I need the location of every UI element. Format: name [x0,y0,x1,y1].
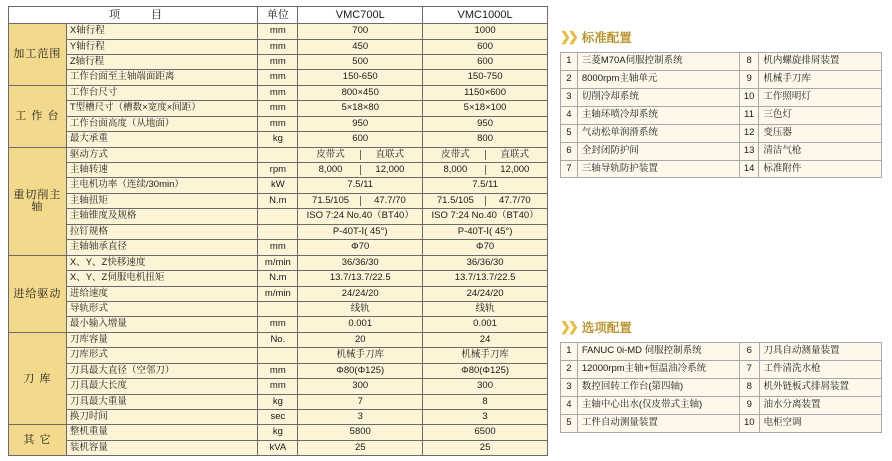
item-text: 机外链板式排屑装置 [759,378,881,396]
table-row [561,396,882,414]
group-label: 进给驱动 [9,255,67,332]
row-value-2: 24 [423,332,548,347]
item-text: 油水分离装置 [759,396,881,414]
item-text: 工件自动测量装置 [577,414,739,432]
row-name: 导轨形式 [66,301,258,316]
table-row [9,379,548,394]
row-unit: kVA [258,440,298,455]
optional-config-panel [560,318,882,433]
header-model-1: VMC700L [298,7,423,24]
row-value-1: 机械手刀库 [298,348,423,363]
row-unit [258,224,298,239]
row-value-1a: 皮带式 [301,150,360,160]
row-value-1b: 12,000 [375,164,405,176]
row-name: 主电机功率（连续/30min） [66,178,258,193]
row-name: 最大承重 [66,132,258,147]
item-text: 气动松单润滑系统 [577,124,739,142]
row-value-1: 线轨 [298,301,423,316]
item-text: 数控回转工作台(第四轴) [577,378,739,396]
row-value-1 [298,193,423,208]
table-row [9,271,548,286]
row-unit: sec [258,410,298,425]
row-value-1: 150-650 [298,70,423,85]
row-value-2: ISO 7:24 No.40（BT40） [423,209,548,224]
row-name: Y轴行程 [66,39,258,54]
row-value-2: 8 [423,394,548,409]
row-value-2a: 皮带式 [426,150,485,160]
item-number: 7 [561,160,578,178]
table-row [561,378,882,396]
item-text: 工件清洗水枪 [759,360,881,378]
item-number: 11 [739,106,759,124]
row-unit: mm [258,116,298,131]
row-value-2: 13.7/13.7/22.5 [423,271,548,286]
row-name: 刀库容量 [66,332,258,347]
table-header-row [9,7,548,24]
row-value-2: 600 [423,39,548,54]
specification-table [8,6,548,456]
item-number: 6 [561,142,578,160]
group-label: 加工范围 [9,24,67,86]
row-value-1: P-40T-Ⅰ( 45°) [298,224,423,239]
item-number: 14 [739,160,759,178]
row-value-2b: 47.7/70 [498,194,531,206]
row-name: X、Y、Z伺服电机扭矩 [66,271,258,286]
row-value-1: 950 [298,116,423,131]
item-number: 10 [739,88,759,106]
item-number: 12 [739,124,759,142]
double-arrow-icon: ❯❯ [560,319,576,334]
optional-config-table [560,342,882,433]
row-value-1: 13.7/13.7/22.5 [298,271,423,286]
item-text: 机内螺旋排屑装置 [759,53,882,71]
row-value-2: 7.5/11 [423,178,548,193]
table-row [9,178,548,193]
row-name: 驱动方式 [66,147,258,162]
item-number: 7 [739,360,759,378]
item-number: 1 [561,53,578,71]
item-number: 9 [739,70,759,88]
row-value-2: 机械手刀库 [423,348,548,363]
table-row [9,24,548,39]
row-value-2: 1150×600 [423,85,548,100]
row-value-2: 5×18×100 [423,101,548,116]
table-row [561,343,882,361]
table-row [561,70,882,88]
row-unit: mm [258,24,298,39]
table-row [9,209,548,224]
row-name: 换刀时间 [66,410,258,425]
row-name: 刀库形式 [66,348,258,363]
specification-table-wrapper [8,6,548,456]
table-row [9,240,548,255]
table-row [9,425,548,440]
table-row [561,53,882,71]
row-unit [258,147,298,162]
item-text: 全封闭防护间 [577,142,739,160]
row-value-1: 450 [298,39,423,54]
row-value-1: 5800 [298,425,423,440]
row-name: 刀具最大重量 [66,394,258,409]
row-value-1: 700 [298,24,423,39]
row-name: 刀具最大长度 [66,379,258,394]
row-unit: kW [258,178,298,193]
row-value-1: 20 [298,332,423,347]
row-unit: m/min [258,255,298,270]
row-value-2a: 8,000 [426,165,485,175]
row-name: 工作台面至主轴端面距离 [66,70,258,85]
table-row [9,163,548,178]
standard-config-panel [560,28,882,178]
row-unit: mm [258,363,298,378]
row-value-2: 150-750 [423,70,548,85]
row-value-1b: 直联式 [375,148,405,160]
optional-config-title [560,318,882,336]
row-unit: mm [258,101,298,116]
row-value-1: Φ70 [298,240,423,255]
item-text: 8000rpm主轴单元 [577,70,739,88]
row-value-1a: 71.5/105 [301,196,360,206]
row-value-1: 24/24/20 [298,286,423,301]
row-unit: mm [258,317,298,332]
row-value-2: 25 [423,440,548,455]
row-value-2: 36/36/30 [423,255,548,270]
row-unit [258,209,298,224]
row-unit: kg [258,132,298,147]
standard-config-title [560,28,882,46]
table-row [9,70,548,85]
item-number: 8 [739,378,759,396]
item-number: 6 [739,343,759,361]
row-unit: N.m [258,193,298,208]
table-row [561,360,882,378]
table-row [9,255,548,270]
row-name: T型槽尺寸（槽数×宽度×间距） [66,101,258,116]
row-value-1: 7 [298,394,423,409]
row-value-2b: 12,000 [500,164,530,176]
row-value-2: 3 [423,410,548,425]
row-name: 拉钉规格 [66,224,258,239]
row-unit: mm [258,240,298,255]
row-value-2a: 71.5/105 [426,196,485,206]
table-row [9,332,548,347]
row-unit: rpm [258,163,298,178]
row-value-2: 24/24/20 [423,286,548,301]
row-value-2 [423,147,548,162]
header-unit: 单位 [258,7,298,24]
row-value-2: 600 [423,54,548,69]
row-unit: mm [258,39,298,54]
row-value-2: 0.001 [423,317,548,332]
row-value-2: 线轨 [423,301,548,316]
item-text: 主轴中心出水(仅皮带式主轴) [577,396,739,414]
row-value-1: 600 [298,132,423,147]
item-text: 三菱M70A伺服控制系统 [577,53,739,71]
item-text: 电柜空调 [759,414,881,432]
table-row [561,160,882,178]
table-row [9,440,548,455]
row-name: 主轴转速 [66,163,258,178]
row-name: 主轴扭矩 [66,193,258,208]
item-text: FANUC 0i-MD 伺服控制系统 [577,343,739,361]
row-value-1: 3 [298,410,423,425]
table-row [561,124,882,142]
item-number: 5 [561,124,578,142]
item-number: 4 [561,396,578,414]
row-value-2b: 直联式 [500,148,530,160]
item-text: 切削冷却系统 [577,88,739,106]
row-name: 工作台面高度（从地面） [66,116,258,131]
table-row [561,414,882,432]
row-unit: mm [258,379,298,394]
header-item: 项 目 [9,7,258,24]
row-value-1: 5×18×80 [298,101,423,116]
row-name: X、Y、Z快移速度 [66,255,258,270]
row-unit: kg [258,394,298,409]
item-number: 13 [739,142,759,160]
table-row [9,116,548,131]
row-name: 进给速度 [66,286,258,301]
table-row [9,85,548,100]
group-label: 工 作 台 [9,85,67,147]
table-row [9,348,548,363]
item-text: 主轴环喷冷却系统 [577,106,739,124]
row-value-2: Φ80(Φ125) [423,363,548,378]
row-unit: mm [258,85,298,100]
table-row [9,39,548,54]
row-name: Z轴行程 [66,54,258,69]
row-value-1 [298,163,423,178]
optional-config-title-text: 选项配置 [581,321,632,335]
table-row [9,363,548,378]
row-name: 最小输入增量 [66,317,258,332]
row-value-1: 7.5/11 [298,178,423,193]
item-text: 变压器 [759,124,882,142]
table-row [9,224,548,239]
item-text: 刀具自动测量装置 [759,343,881,361]
item-number: 8 [739,53,759,71]
row-name: X轴行程 [66,24,258,39]
table-row [9,317,548,332]
row-value-1: 500 [298,54,423,69]
row-unit: m/min [258,286,298,301]
item-text: 三轴导轨防护装置 [577,160,739,178]
row-value-1: 300 [298,379,423,394]
row-value-2: 800 [423,132,548,147]
item-text: 标准附件 [759,160,882,178]
item-text: 12000rpm主轴+恒温油冷系统 [577,360,739,378]
row-name: 装机容量 [66,440,258,455]
row-value-1: Φ80(Φ125) [298,363,423,378]
item-number: 3 [561,378,578,396]
table-row [9,147,548,162]
row-name: 主轴锥度及规格 [66,209,258,224]
double-arrow-icon: ❯❯ [560,29,576,44]
row-value-2: 6500 [423,425,548,440]
table-row [561,106,882,124]
row-unit: No. [258,332,298,347]
group-label: 重切削主轴 [9,147,67,255]
row-value-2: 950 [423,116,548,131]
item-text: 机械手刀库 [759,70,882,88]
table-row [9,54,548,69]
row-name: 刀具最大直径（空邻刀） [66,363,258,378]
row-value-2 [423,163,548,178]
header-model-2: VMC1000L [423,7,548,24]
row-unit: mm [258,70,298,85]
item-number: 4 [561,106,578,124]
table-row [9,132,548,147]
row-value-1 [298,147,423,162]
table-row [9,286,548,301]
item-text: 清洁气枪 [759,142,882,160]
group-label: 刀 库 [9,332,67,425]
table-row [9,301,548,316]
row-value-2 [423,193,548,208]
item-number: 2 [561,70,578,88]
table-row [561,88,882,106]
table-row [9,410,548,425]
row-unit [258,301,298,316]
item-number: 2 [561,360,578,378]
item-number: 9 [739,396,759,414]
row-value-2: P-40T-Ⅰ( 45°) [423,224,548,239]
table-row [561,142,882,160]
row-value-1: 0.001 [298,317,423,332]
row-value-1: 800×450 [298,85,423,100]
row-unit [258,348,298,363]
row-name: 整机重量 [66,425,258,440]
row-value-1: 36/36/30 [298,255,423,270]
row-value-2: 1000 [423,24,548,39]
row-unit: N.m [258,271,298,286]
row-unit: kg [258,425,298,440]
row-name: 主轴轴承直径 [66,240,258,255]
row-value-1: 25 [298,440,423,455]
item-text: 三色灯 [759,106,882,124]
row-unit: mm [258,54,298,69]
standard-config-table [560,52,882,178]
row-value-1a: 8,000 [301,165,360,175]
standard-config-title-text: 标准配置 [581,31,632,45]
group-label: 其 它 [9,425,67,456]
item-number: 10 [739,414,759,432]
table-row [9,101,548,116]
item-number: 1 [561,343,578,361]
row-value-2: 300 [423,379,548,394]
item-number: 3 [561,88,578,106]
row-value-1: ISO 7:24 No.40（BT40） [298,209,423,224]
row-value-2: Φ70 [423,240,548,255]
row-value-1b: 47.7/70 [374,194,406,206]
item-text: 工作照明灯 [759,88,882,106]
table-row [9,394,548,409]
row-name: 工作台尺寸 [66,85,258,100]
table-row [9,193,548,208]
item-number: 5 [561,414,578,432]
